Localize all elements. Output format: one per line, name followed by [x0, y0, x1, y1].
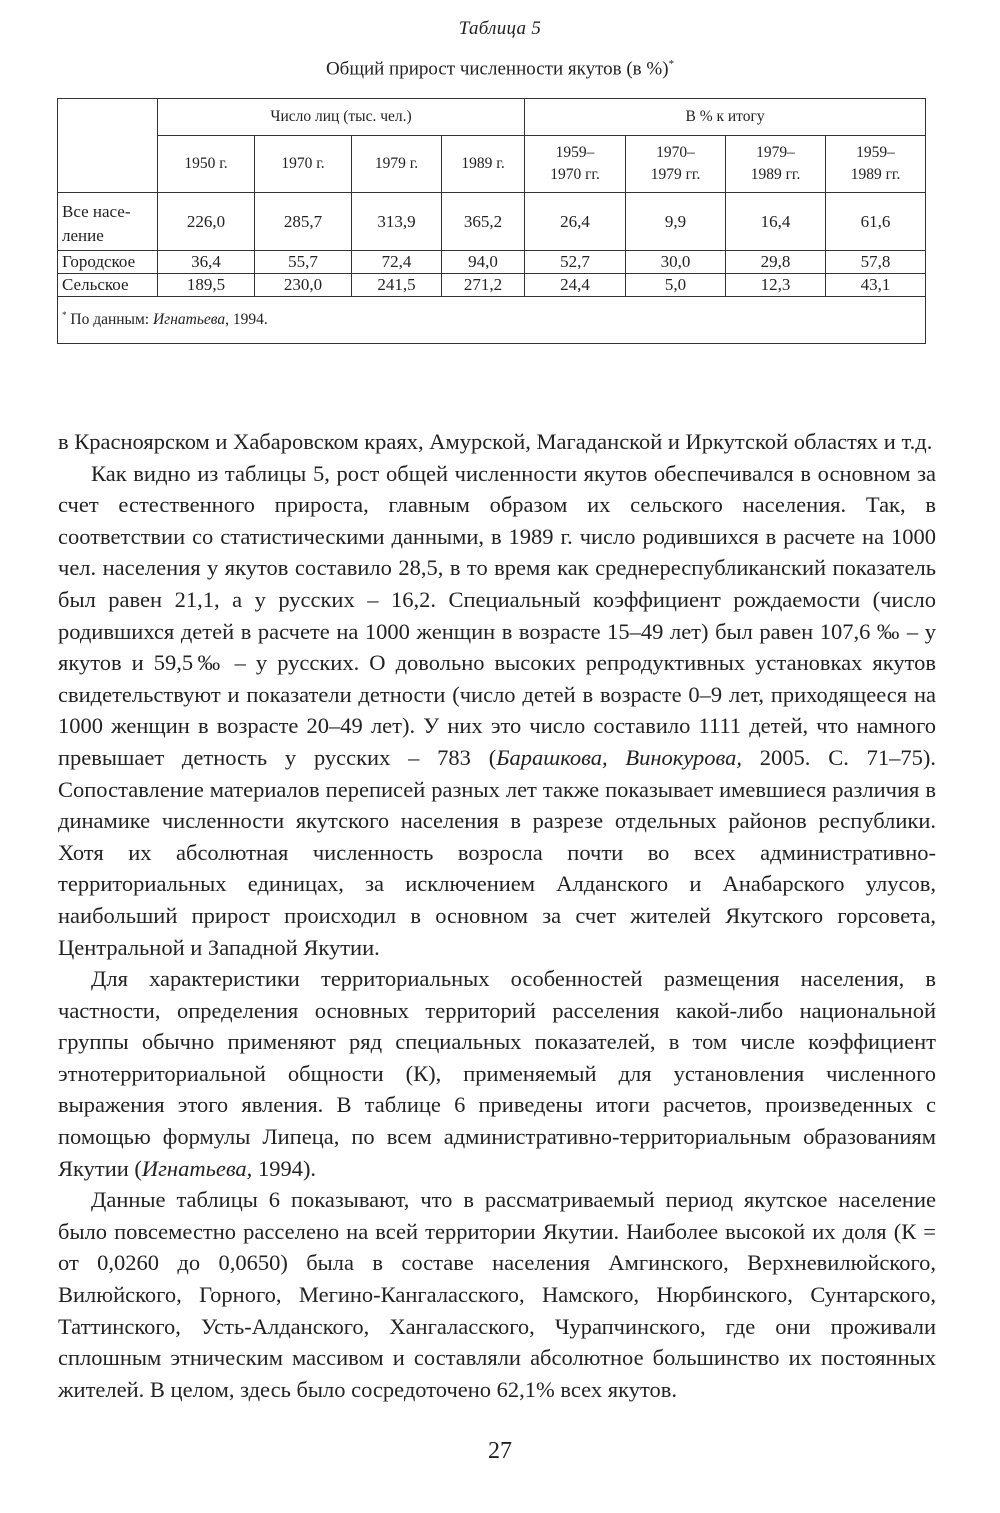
- table-cell: 12,3: [726, 274, 826, 297]
- table-footnote-row: [58, 297, 926, 344]
- table-cell: 55,7: [255, 251, 352, 274]
- row-label: [58, 274, 158, 297]
- column-header-line: 1989 гг.: [750, 166, 801, 183]
- table-caption: Таблица 5: [458, 18, 542, 39]
- column-header-line: 1970–: [656, 144, 695, 161]
- table-cell: 57,8: [826, 251, 926, 274]
- table-cell: 36,4: [158, 251, 255, 274]
- table-cell: 16,4: [726, 193, 826, 251]
- table-cell: 285,7: [255, 193, 352, 251]
- table-cell: 365,2: [442, 193, 525, 251]
- paragraph-text: 2005. С. 71–75). Сопоставление материалов переписей разных лет также показывает имевшиеся различия в динамике численности якутского населения в разрезе отдельных районов республики. Хотя их абсолютная численность возросла почти во всех административно-территориальных единицах, за исключением Алданского и Анабарского улусов, наибольший прирост происходил в основном за счет жителей Якутского горсовета, Центральной и Западной Якутии.: [58, 744, 936, 960]
- population-growth-table: [57, 98, 926, 344]
- table-cell: 30,0: [626, 251, 726, 274]
- column-header: [158, 136, 255, 193]
- group-header-percent: В % к итогу: [525, 99, 926, 136]
- table-title: [0, 58, 1000, 80]
- footnote-author: Игнатьева: [152, 311, 226, 329]
- column-header: [352, 136, 442, 193]
- table-cell: 29,8: [726, 251, 826, 274]
- column-header: [255, 136, 352, 193]
- column-header: [442, 136, 525, 193]
- column-header-line: 1959–: [856, 144, 895, 161]
- table-title-text: Общий прирост численности якутов (в %): [325, 58, 669, 80]
- column-header-line: 1979 г.: [374, 155, 419, 172]
- paragraph-text: в Красноярском и Хабаровском краях, Амурской, Магаданской и Иркутской областях и т.д.: [58, 429, 933, 454]
- footnote-year: , 1994.: [225, 311, 268, 329]
- column-header-line: 1970 гг.: [550, 166, 600, 183]
- column-header: [826, 136, 926, 193]
- table-cell: 5,0: [626, 274, 726, 297]
- table-cell: 313,9: [352, 193, 442, 251]
- table-cell: 241,5: [352, 274, 442, 297]
- column-header-line: 1979–: [756, 144, 795, 161]
- column-header: [726, 136, 826, 193]
- row-label-line: Все насе-: [62, 202, 131, 221]
- table-cell: 26,4: [525, 193, 626, 251]
- paragraph: [58, 963, 936, 1184]
- footnote-prefix: По данным:: [70, 311, 153, 329]
- table-row: [58, 274, 926, 297]
- row-label-line: Городское: [62, 252, 136, 271]
- paragraph-text: 1994).: [252, 1155, 317, 1181]
- footnote-mark: *: [62, 310, 67, 321]
- table-cell: 226,0: [158, 193, 255, 251]
- column-header-line: 1959–: [555, 144, 595, 161]
- table-row: [58, 251, 926, 274]
- body-text: [58, 426, 936, 1405]
- row-label: [58, 193, 158, 251]
- table-cell: 230,0: [255, 274, 352, 297]
- paragraph-text: Для характеристики территориальных особенностей размещения населения, в частности, определения основных территорий расселения какой-либо национальной группы обычно применяют ряд специальных показателей, в том числе коэффициент этнотерриториальной общности (К), применяемый для установления численного выражения этого явления. В таблице 6 приведены итоги расчетов, произведенных с помощью формулы Липеца, по всем административно-территориальным образованиям Якутии (: [58, 966, 936, 1181]
- column-header: [626, 136, 726, 193]
- column-header-line: 1950 г.: [184, 155, 228, 172]
- paragraph: [58, 1184, 936, 1405]
- table-header-row-1: [58, 99, 926, 136]
- table-cell: 43,1: [826, 274, 926, 297]
- row-label-line: Сельское: [62, 275, 129, 294]
- column-header-line: 1989 г.: [461, 155, 505, 172]
- paragraph-text: Как видно из таблицы 5, рост общей численности якутов обеспечивался в основном за счет естественного прироста, главным образом их сельского населения. Так, в соответствии со статистическими данными, в 1989 г. число родившихся в расчете на 1000 чел. населения у якутов составило 28,5, в то время как среднереспубликанский показатель был равен 21,1, а у русских – 16,2. Специальный коэффициент рождаемости (число родившихся детей в расчете на 1000 женщин в возрасте 15–49 лет) был равен 107,6 ‰ – у якутов и 59,5‰ – у русских. О довольно высоких репродуктивных установках якутов свидетельствуют и показатели детности (число детей в возрасте 0–9 лет, приходящееся на 1000 женщин в возрасте 20–49 лет). У них это число составило 1111 детей, что намного превышает детность у русских – 783 (: [58, 460, 936, 770]
- column-header: [525, 136, 626, 193]
- table-cell: 61,6: [826, 193, 926, 251]
- table-cell: 24,4: [525, 274, 626, 297]
- table-cell: 72,4: [352, 251, 442, 274]
- table-cell: 52,7: [525, 251, 626, 274]
- row-label: [58, 251, 158, 274]
- table-corner-cell: [58, 99, 158, 193]
- column-header-line: 1989 гг.: [850, 166, 901, 183]
- table-title-footnote-mark: *: [668, 58, 675, 70]
- citation-author: Барашкова, Винокурова,: [496, 744, 743, 770]
- table-cell: 189,5: [158, 274, 255, 297]
- table-row: [58, 193, 926, 251]
- table-cell: 94,0: [442, 251, 525, 274]
- column-header-line: 1970 г.: [281, 155, 325, 172]
- group-header-counts: Число лиц (тыс. чел.): [158, 99, 525, 136]
- paragraph: [58, 458, 936, 964]
- row-label-line: ление: [62, 226, 104, 245]
- page-number: 27: [488, 1438, 512, 1464]
- table-cell: 9,9: [626, 193, 726, 251]
- table-cell: 271,2: [442, 274, 525, 297]
- column-header-line: 1979 гг.: [650, 166, 701, 183]
- paragraph-text: Данные таблицы 6 показывают, что в рассматриваемый период якутское население было повсеместно расселено на всей территории Якутии. Наиболее высокой их доля (К = от 0,0260 до 0,0650) была в составе населения Амгинского, Верхневилюйского, Вилюйского, Горного, Мегино-Кангаласского, Намского, Нюрбинского, Сунтарского, Таттинского, Усть-Алданского, Хангаласского, Чурапчинского, где они проживали сплошным этническим массивом и составляли абсолютное большинство их постоянных жителей. В целом, здесь было сосредоточено 62,1% всех якутов.: [58, 1187, 936, 1402]
- paragraph: [58, 426, 936, 458]
- table-footnote: [58, 297, 926, 344]
- table-header-row-2: [58, 136, 926, 193]
- citation-author: Игнатьева,: [141, 1155, 253, 1181]
